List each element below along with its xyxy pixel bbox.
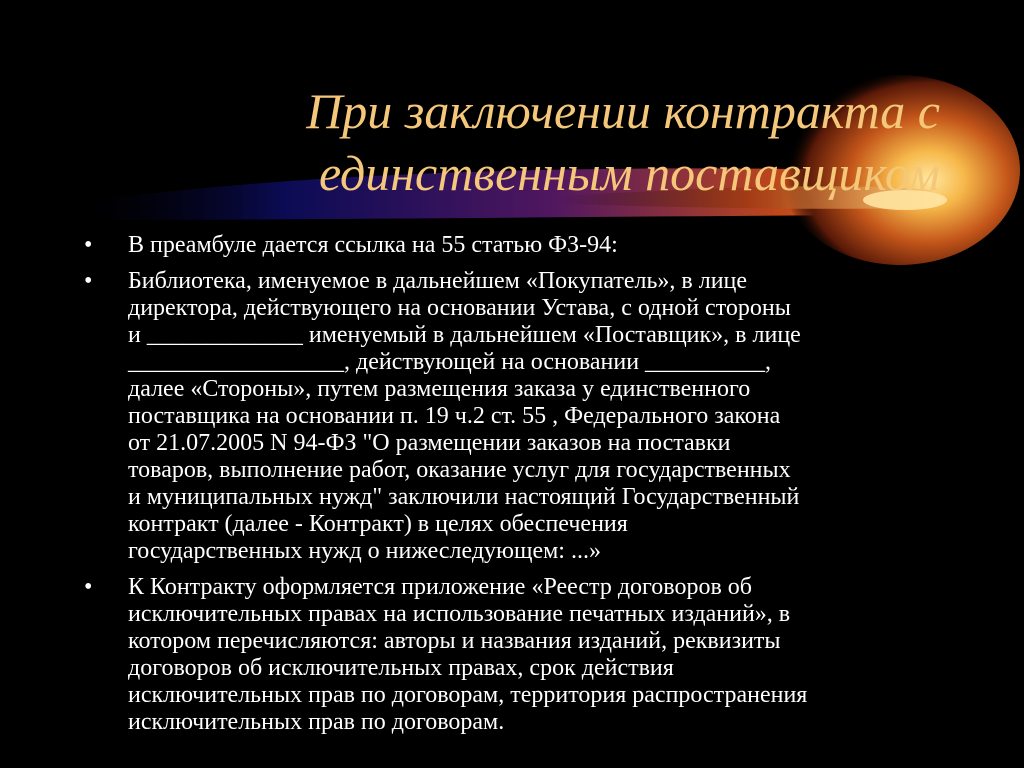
bullet-text-line: К Контракту оформляется приложение «Реестр договоров об xyxy=(128,574,752,600)
bullet-text-line: контракт (далее - Контракт) в целях обеспечения xyxy=(128,511,628,537)
slide-title-line-1: При заключении контракта с xyxy=(306,83,940,139)
bullet-item xyxy=(84,268,964,565)
bullet-text-line: В преамбуле дается ссылка на 55 статью ФЗ-94: xyxy=(128,232,618,258)
bullet-text-line: котором перечисляются: авторы и названия изданий, реквизиты xyxy=(128,628,781,654)
bullet-text-line: исключительных прав по договорам, территория распространения xyxy=(128,682,808,708)
bullet-text-line: договоров об исключительных правах, срок действия xyxy=(128,655,674,681)
bullet-marker: • xyxy=(84,232,93,258)
bullet-text-line: государственных нужд о нижеследующем: ...» xyxy=(128,538,601,564)
bullet-text-line: и _____________ именуемый в дальнейшем «Поставщик», в лице xyxy=(128,322,801,348)
bullet-text-line: от 21.07.2005 N 94-ФЗ "О размещении заказов на поставки xyxy=(128,430,731,456)
bullet-item xyxy=(84,574,964,736)
slide-title-line-2: единственным поставщиком xyxy=(319,145,940,201)
bullet-text-line: и муниципальных нужд" заключили настоящий Государственный xyxy=(128,484,800,510)
bullet-text-line: далее «Стороны», путем размещения заказа у единственного xyxy=(128,376,751,402)
bullet-marker: • xyxy=(84,268,93,294)
bullet-text-line: товаров, выполнение работ, оказание услуг для государственных xyxy=(128,457,791,483)
bullet-marker: • xyxy=(84,574,93,600)
bullet-list xyxy=(84,232,964,745)
bullet-text-line: исключительных прав по договорам. xyxy=(128,709,505,735)
bullet-text-line: __________________, действующей на основании __________, xyxy=(128,349,772,375)
bullet-text-line: директора, действующего на основании Устава, с одной стороны xyxy=(128,295,791,321)
bullet-text-line: исключительных правах на использование печатных изданий», в xyxy=(128,601,791,627)
slide-title xyxy=(150,80,940,204)
bullet-item xyxy=(84,232,964,259)
bullet-text-line: поставщика на основании п. 19 ч.2 ст. 55 , Федерального закона xyxy=(128,403,781,429)
bullet-text-line: Библиотека, именуемое в дальнейшем «Покупатель», в лице xyxy=(128,268,748,294)
